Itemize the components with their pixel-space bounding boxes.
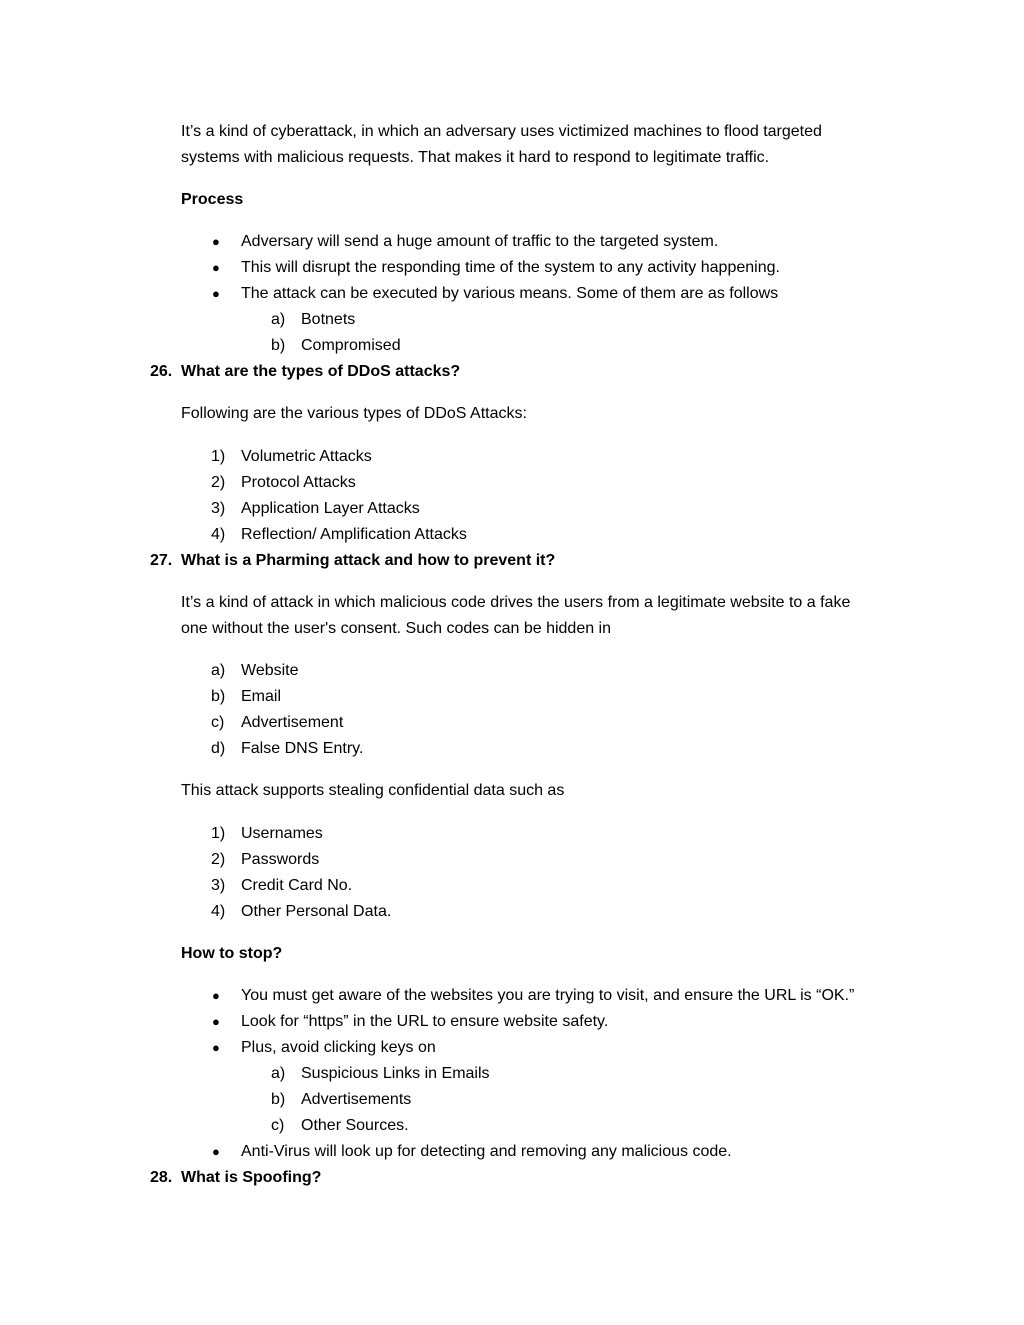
bullet-icon: ● [212, 1040, 220, 1055]
list-marker: b) [271, 1091, 286, 1108]
stop-bullet-4: Anti-Virus will look up for detecting and removing any malicious code. [241, 1143, 732, 1160]
question-number: 28. [150, 1169, 173, 1186]
stop-sub-item: Advertisements [301, 1091, 412, 1108]
list-marker: b) [271, 337, 286, 354]
intro-line-1: It’s a kind of cyberattack, in which an adversary uses victimized machines to flood targeted [181, 123, 822, 140]
question-number: 27. [150, 552, 173, 569]
how-to-stop-heading: How to stop? [181, 945, 283, 962]
list-marker: c) [211, 714, 225, 731]
list-item: Application Layer Attacks [241, 500, 420, 517]
list-marker: 4) [211, 526, 226, 543]
question-title: What is a Pharming attack and how to prevent it? [181, 552, 556, 569]
list-item: Website [241, 662, 299, 679]
list-marker: 4) [211, 903, 226, 920]
list-marker: a) [211, 662, 226, 679]
list-item: Credit Card No. [241, 877, 353, 894]
process-bullet-3: The attack can be executed by various means. Some of them are as follows [241, 285, 779, 302]
list-marker: a) [271, 1065, 286, 1082]
bullet-icon: ● [212, 1144, 220, 1159]
bullet-icon: ● [212, 1014, 220, 1029]
list-marker: 2) [211, 474, 226, 491]
q27-intro-line-1: It’s a kind of attack in which malicious code drives the users from a legitimate website to a fake [181, 594, 851, 611]
q26-intro: Following are the various types of DDoS Attacks: [181, 405, 527, 422]
list-item: Email [241, 688, 282, 705]
stop-bullet-2: Look for “https” in the URL to ensure website safety. [241, 1013, 609, 1030]
stop-sub-item: Suspicious Links in Emails [301, 1065, 490, 1082]
list-item: False DNS Entry. [241, 740, 364, 757]
list-item: Usernames [241, 825, 323, 842]
question-title: What is Spoofing? [181, 1169, 322, 1186]
list-item: Passwords [241, 851, 320, 868]
stop-sub-item: Other Sources. [301, 1117, 409, 1134]
bullet-icon: ● [212, 286, 220, 301]
list-marker: d) [211, 740, 226, 757]
bullet-icon: ● [212, 988, 220, 1003]
list-marker: 3) [211, 500, 226, 517]
list-marker: 1) [211, 448, 226, 465]
intro-line-2: systems with malicious requests. That makes it hard to respond to legitimate traffic. [181, 149, 770, 166]
list-item: Protocol Attacks [241, 474, 356, 491]
list-marker: b) [211, 688, 226, 705]
list-item: Volumetric Attacks [241, 448, 372, 465]
q27-intro-line-2: one without the user's consent. Such codes can be hidden in [181, 620, 612, 637]
list-marker: 3) [211, 877, 226, 894]
stop-bullet-3: Plus, avoid clicking keys on [241, 1039, 436, 1056]
list-marker: a) [271, 311, 286, 328]
bullet-icon: ● [212, 260, 220, 275]
bullet-icon: ● [212, 234, 220, 249]
list-marker: 2) [211, 851, 226, 868]
list-marker: 1) [211, 825, 226, 842]
stop-bullet-1: You must get aware of the websites you are trying to visit, and ensure the URL is “OK.” [241, 987, 855, 1004]
question-title: What are the types of DDoS attacks? [181, 363, 461, 380]
list-item: Advertisement [241, 714, 344, 731]
process-heading: Process [181, 191, 244, 208]
list-marker: c) [271, 1117, 285, 1134]
process-sub-item: Botnets [301, 311, 356, 328]
q27-steal-intro: This attack supports stealing confidential data such as [181, 782, 565, 799]
process-sub-item: Compromised [301, 337, 401, 354]
list-item: Reflection/ Amplification Attacks [241, 526, 467, 543]
process-bullet-1: Adversary will send a huge amount of traffic to the targeted system. [241, 233, 719, 250]
process-bullet-2: This will disrupt the responding time of the system to any activity happening. [241, 259, 780, 276]
list-item: Other Personal Data. [241, 903, 392, 920]
question-number: 26. [150, 363, 173, 380]
